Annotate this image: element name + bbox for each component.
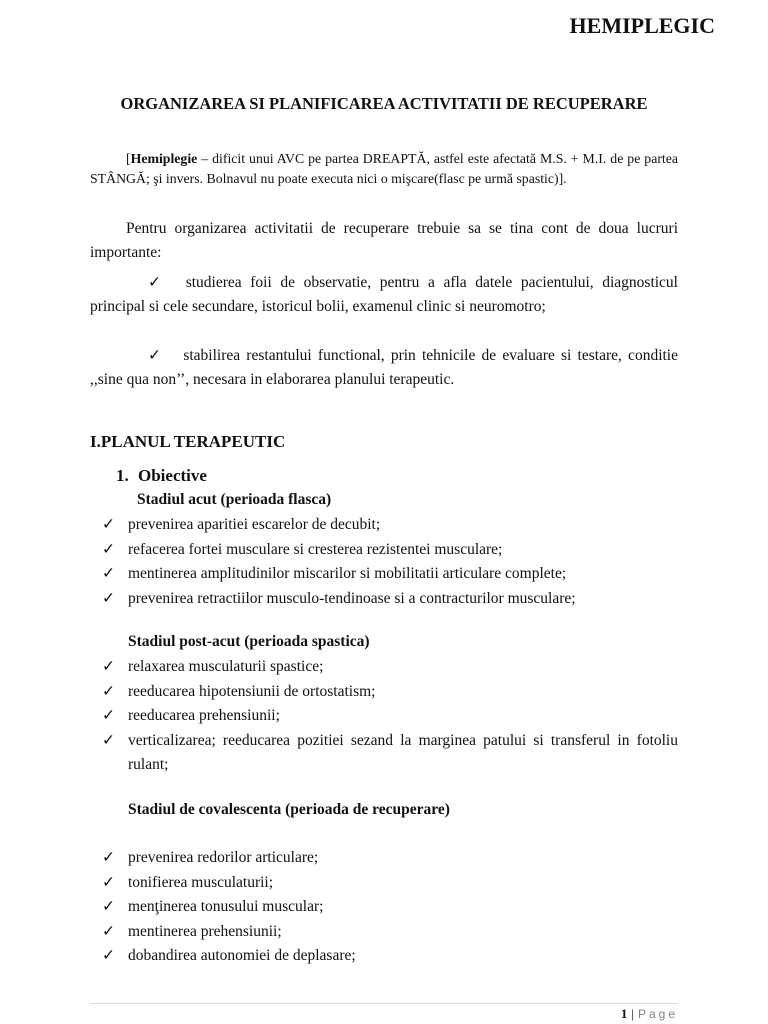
list-item [102, 895, 678, 920]
check-icon: ✓ [102, 947, 115, 964]
list-item-text: relaxarea musculaturii spastice; [128, 658, 324, 675]
list-item-text: mentinerea prehensiunii; [128, 922, 282, 940]
stage-list-recovery [102, 846, 678, 969]
objective-label: Obiective [138, 466, 207, 485]
intro-bullet-text: stabilirea restantului functional, prin tehnicile de evaluare si testare, conditie ,,sine qua non’’, necesara in elaborarea planului terapeutic. [90, 347, 678, 388]
document-title: ORGANIZAREA SI PLANIFICAREA ACTIVITATII DE RECUPERARE [120, 94, 648, 113]
check-icon: ✓ [102, 898, 115, 915]
list-item [102, 513, 678, 538]
check-icon: ✓ [102, 540, 115, 558]
check-icon: ✓ [148, 347, 164, 364]
check-icon: ✓ [102, 658, 115, 675]
list-item-text: reeducarea hipotensiunii de ortostatism; [128, 682, 376, 700]
list-item-text: prevenirea aparitiei escarelor de decubit; [128, 516, 381, 533]
stage-title-acute: Stadiul acut (perioada flasca) [137, 491, 332, 508]
stage-title-recovery: Stadiul de covalescenta (perioada de recuperare) [128, 801, 450, 818]
list-item-text: tonifierea musculaturii; [128, 873, 274, 891]
stage-list-post-acute [102, 655, 678, 778]
stage-title-post-acute: Stadiul post-acut (perioada spastica) [128, 633, 370, 650]
list-item-text: menţinerea tonusului muscular; [128, 898, 324, 915]
list-item-text: verticalizarea; reeducarea pozitiei sezand la marginea patului si transferul in fotoliu rulant; [128, 731, 678, 773]
check-icon: ✓ [102, 589, 115, 607]
section-title: I.PLANUL TERAPEUTIC [90, 432, 286, 451]
list-item [102, 846, 678, 871]
check-icon: ✓ [102, 731, 115, 749]
header-title: HEMIPLEGIC [569, 13, 715, 38]
list-item-text: reeducarea prehensiunii; [128, 707, 280, 724]
check-icon: ✓ [102, 682, 115, 700]
intro-bullet-text: studierea foii de observatie, pentru a afla datele pacientului, diagnosticul principal si cele secundare, istoricul bolii, examenul clinic si neuromotro; [90, 274, 678, 315]
objective-number: 1. [116, 466, 129, 485]
check-icon: ✓ [102, 516, 115, 533]
list-item [102, 729, 678, 778]
check-icon: ✓ [102, 922, 115, 940]
list-item [102, 871, 678, 896]
list-item [102, 655, 678, 680]
page-number: 1 [620, 1006, 628, 1021]
list-item-text: mentinerea amplitudinilor miscarilor si mobilitatii articulare complete; [128, 565, 567, 582]
intro-paragraph: Pentru organizarea activitatii de recuperare trebuie sa se tina cont de doua lucruri importante: [90, 220, 678, 261]
check-icon: ✓ [102, 873, 115, 891]
list-item [102, 538, 678, 563]
note-text: – dificit unui AVC pe partea DREAPTĂ, astfel este afectată M.S. + M.I. de pe partea STÂNGĂ; şi invers. Bolnavul nu poate executa nici o mişcare(flasc pe urmă spastic)]. [90, 151, 678, 186]
list-item-text: dobandirea autonomiei de deplasare; [128, 947, 356, 964]
list-item [102, 920, 678, 945]
intro-bullet [90, 271, 678, 318]
footer-divider [90, 1003, 678, 1004]
stage-list-acute [102, 513, 678, 611]
list-item-text: prevenirea redorilor articulare; [128, 849, 319, 866]
list-item [102, 944, 678, 969]
note-open-bracket: [ [126, 151, 131, 166]
check-icon: ✓ [102, 565, 115, 582]
list-item-text: refacerea fortei musculare si cresterea rezistentei musculare; [128, 540, 503, 558]
page-label: Page [637, 1007, 678, 1021]
note-term: Hemiplegie [130, 151, 198, 166]
check-icon: ✓ [148, 274, 166, 291]
hemiplegia-note [90, 149, 678, 189]
objective-heading [116, 466, 207, 486]
list-item [102, 704, 678, 729]
intro-bullet [90, 344, 678, 391]
list-item [102, 562, 678, 587]
footer-separator: | [631, 1006, 634, 1021]
check-icon: ✓ [102, 849, 115, 866]
list-item [102, 680, 678, 705]
list-item [102, 587, 678, 612]
list-item-text: prevenirea retractiilor musculo-tendinoase si a contracturilor musculare; [128, 589, 576, 607]
check-icon: ✓ [102, 707, 115, 724]
page-footer [621, 1006, 678, 1022]
